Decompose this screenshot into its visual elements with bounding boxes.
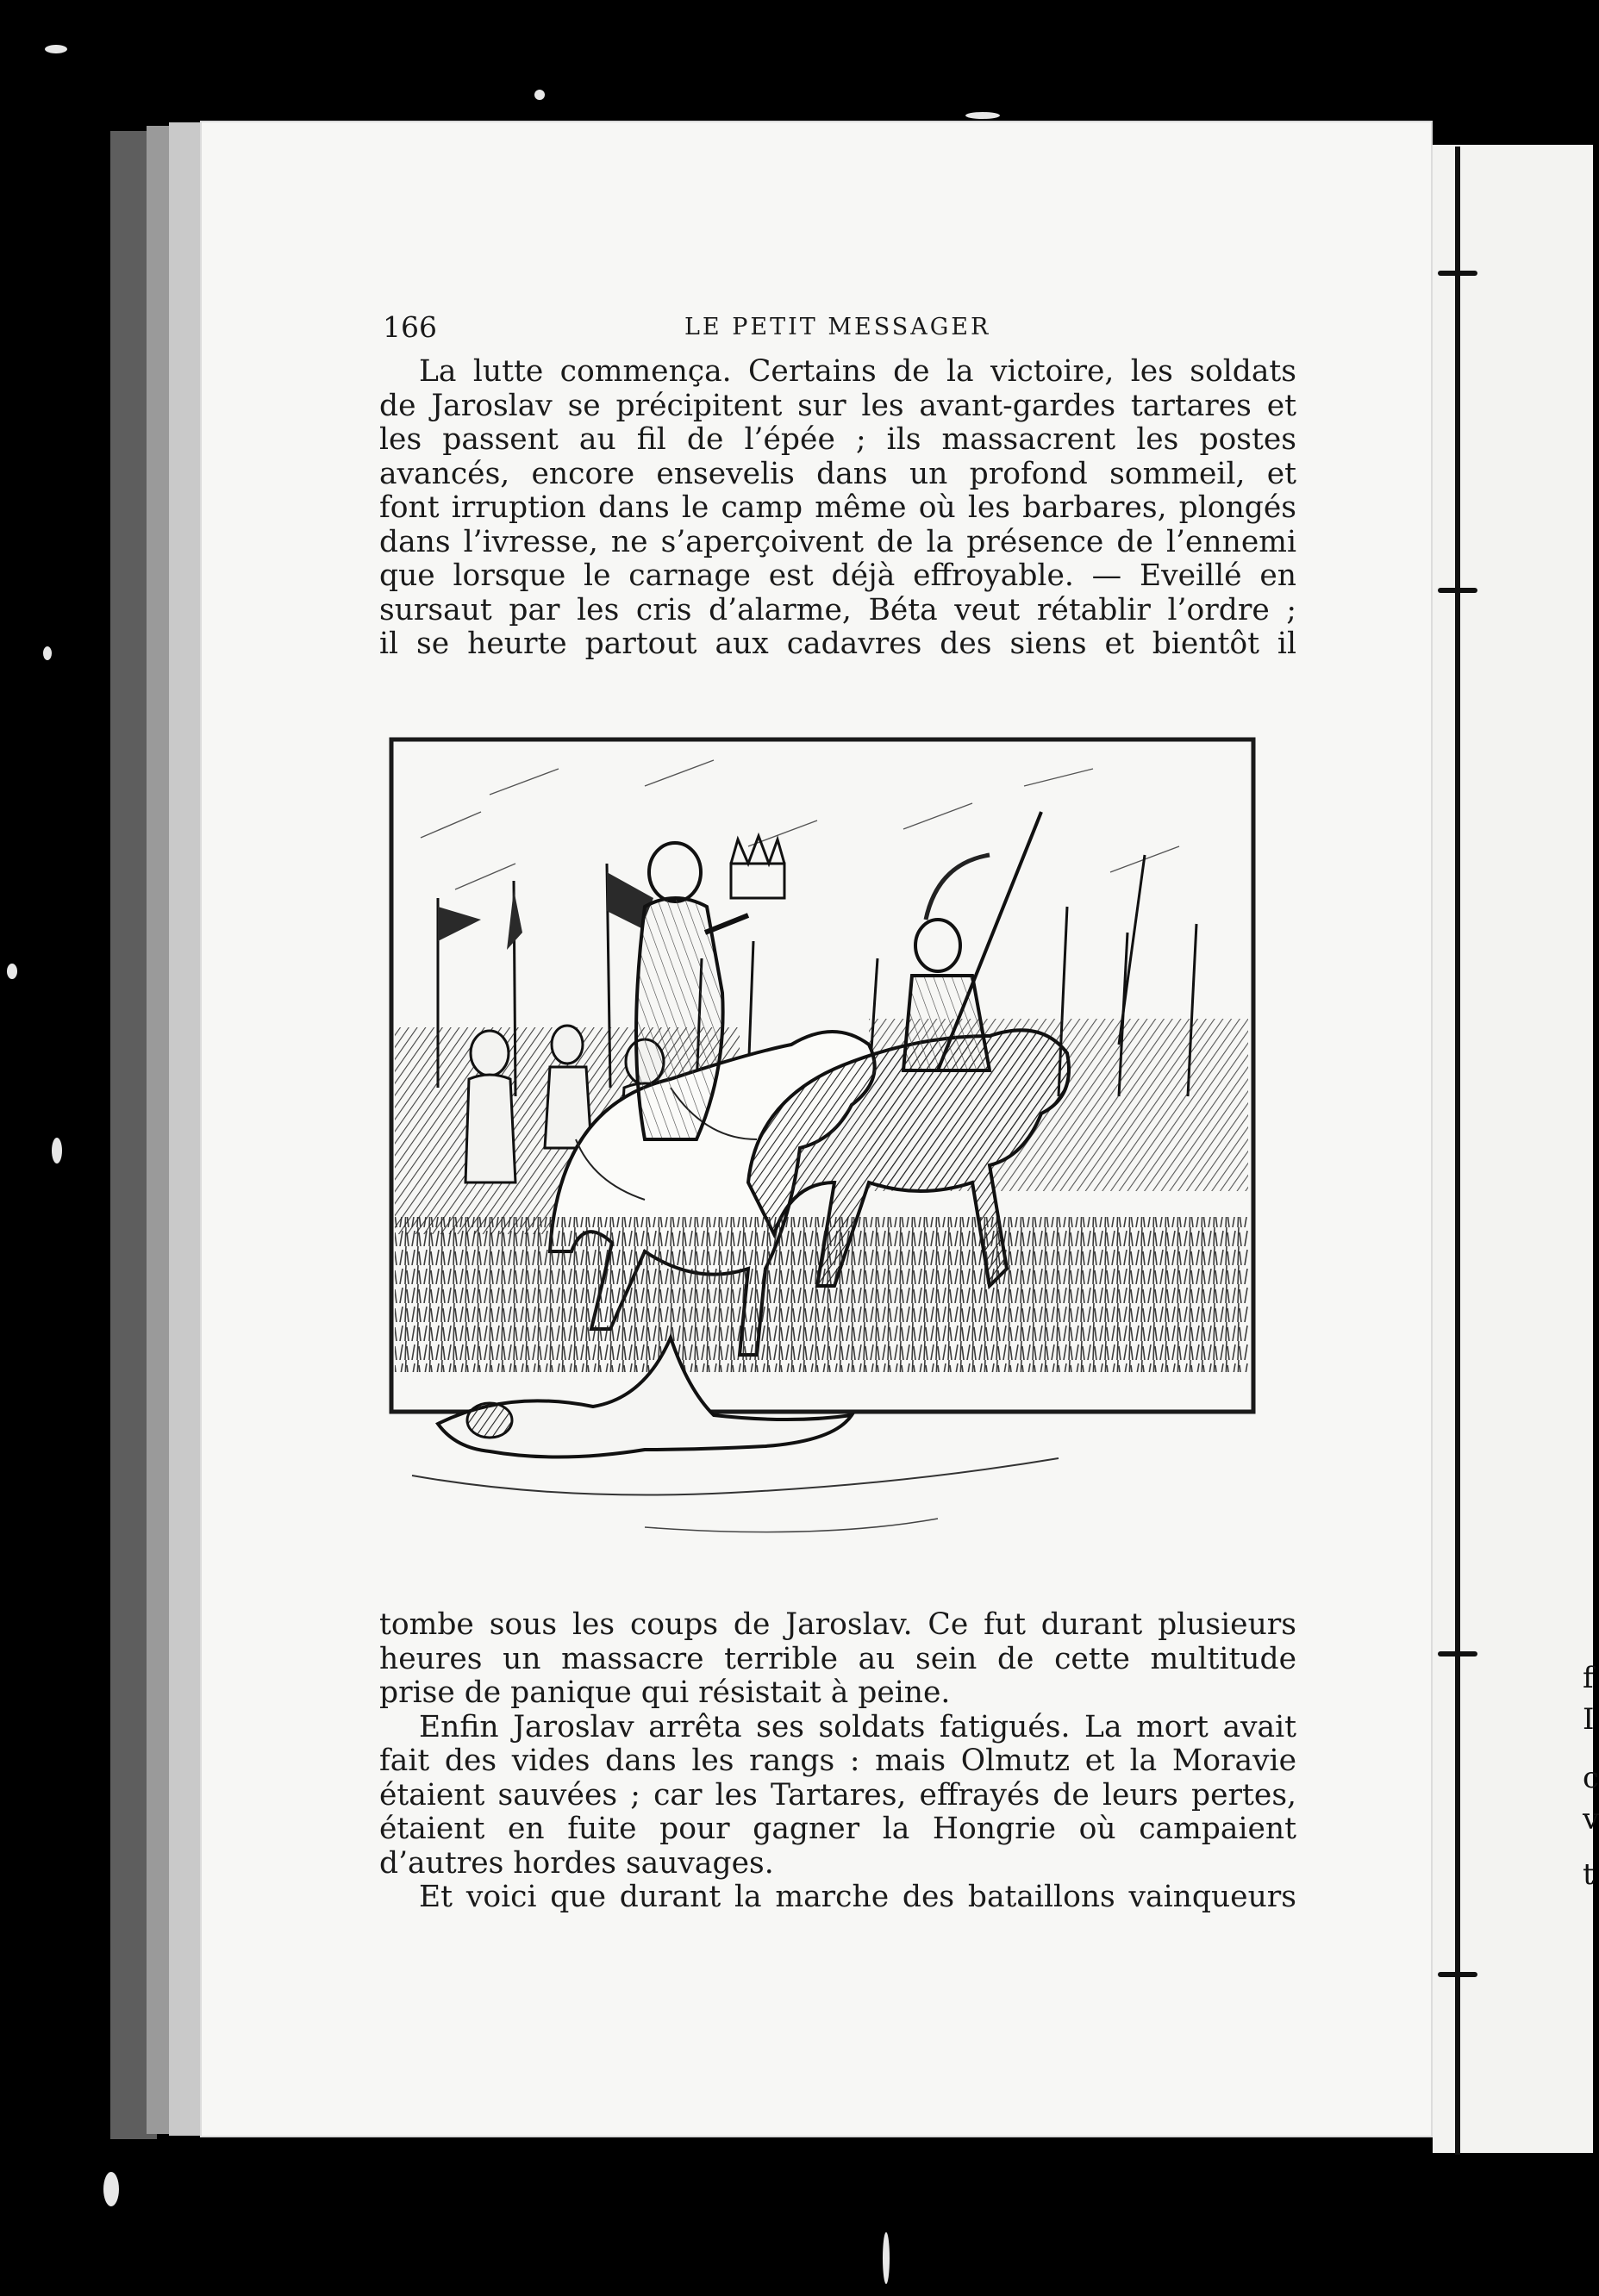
text-line: La lutte commença. Certains de la victoire, les soldats	[419, 354, 1296, 389]
text-line: de Jaroslav se précipitent sur les avant-gardes tartares et	[379, 388, 1296, 423]
text-line: font irruption dans le camp même où les barbares, plongés	[379, 490, 1296, 525]
running-head	[383, 310, 1296, 348]
text-line: Et voici que durant la marche des bataillons vainqueurs	[419, 1880, 1296, 1914]
text-line: Enfin Jaroslav arrêta ses soldats fatigués. La mort avait	[419, 1709, 1296, 1744]
gutter-line	[1455, 147, 1460, 2155]
dust-speck	[7, 964, 17, 979]
dust-speck	[45, 45, 67, 53]
text-line: prise de panique qui résistait à peine.	[379, 1675, 951, 1710]
dust-speck	[103, 2172, 119, 2206]
text-line: avancés, encore ensevelis dans un profond sommeil, et	[379, 456, 1296, 491]
opposite-page-edge-char: c	[1583, 1761, 1599, 1795]
opposite-page-edge-char: t	[1583, 1857, 1595, 1892]
text-line: les passent au fil de l’épée ; ils massacrent les postes	[379, 422, 1296, 457]
gutter-tick	[1438, 271, 1477, 276]
text-block-bottom	[379, 1608, 1296, 1915]
text-line: étaient sauvées ; car les Tartares, effrayés de leurs pertes,	[379, 1777, 1296, 1812]
text-line: sursaut par les cris d’alarme, Béta veut rétablir l’ordre ;	[379, 592, 1296, 627]
gutter-tick	[1438, 1972, 1477, 1977]
gutter-tick	[1438, 588, 1477, 593]
text-line: que lorsque le carnage est déjà effroyable. — Eveillé en	[379, 558, 1296, 593]
dust-speck	[883, 2232, 890, 2284]
running-title: LE PETIT MESSAGER	[684, 314, 991, 340]
text-line: étaient en fuite pour gagner la Hongrie où campaient	[379, 1812, 1296, 1846]
dust-speck	[52, 1138, 62, 1164]
opposite-page-edge-char: f	[1583, 1661, 1594, 1695]
page-number: 166	[383, 310, 437, 344]
banners	[438, 872, 653, 950]
text-line: fait des vides dans les rangs : mais Olmutz et la Moravie	[379, 1744, 1296, 1778]
text-block-top	[379, 355, 1296, 662]
dust-speck	[965, 112, 1000, 119]
text-line: d’autres hordes sauvages.	[379, 1845, 774, 1881]
dust-speck	[43, 646, 52, 660]
leaf-edge-inner	[169, 122, 203, 2136]
opposite-page-edge-char: I	[1583, 1702, 1595, 1737]
gutter-tick	[1438, 1651, 1477, 1656]
sky-hatching	[421, 760, 1179, 889]
text-line: heures un massacre terrible au sein de cette multitude	[379, 1641, 1296, 1676]
opposite-page-edge-char: v	[1583, 1802, 1599, 1837]
crown	[731, 836, 784, 898]
engraving-illustration	[386, 734, 1265, 1570]
dust-speck	[534, 90, 545, 100]
text-line: tombe sous les coups de Jaroslav. Ce fut durant plusieurs	[379, 1607, 1296, 1642]
text-line: il se heurte partout aux cadavres des siens et bientôt il	[379, 627, 1296, 661]
grass-ground	[395, 1217, 1248, 1372]
text-line: dans l’ivresse, ne s’aperçoivent de la présence de l’ennemi	[379, 524, 1296, 559]
